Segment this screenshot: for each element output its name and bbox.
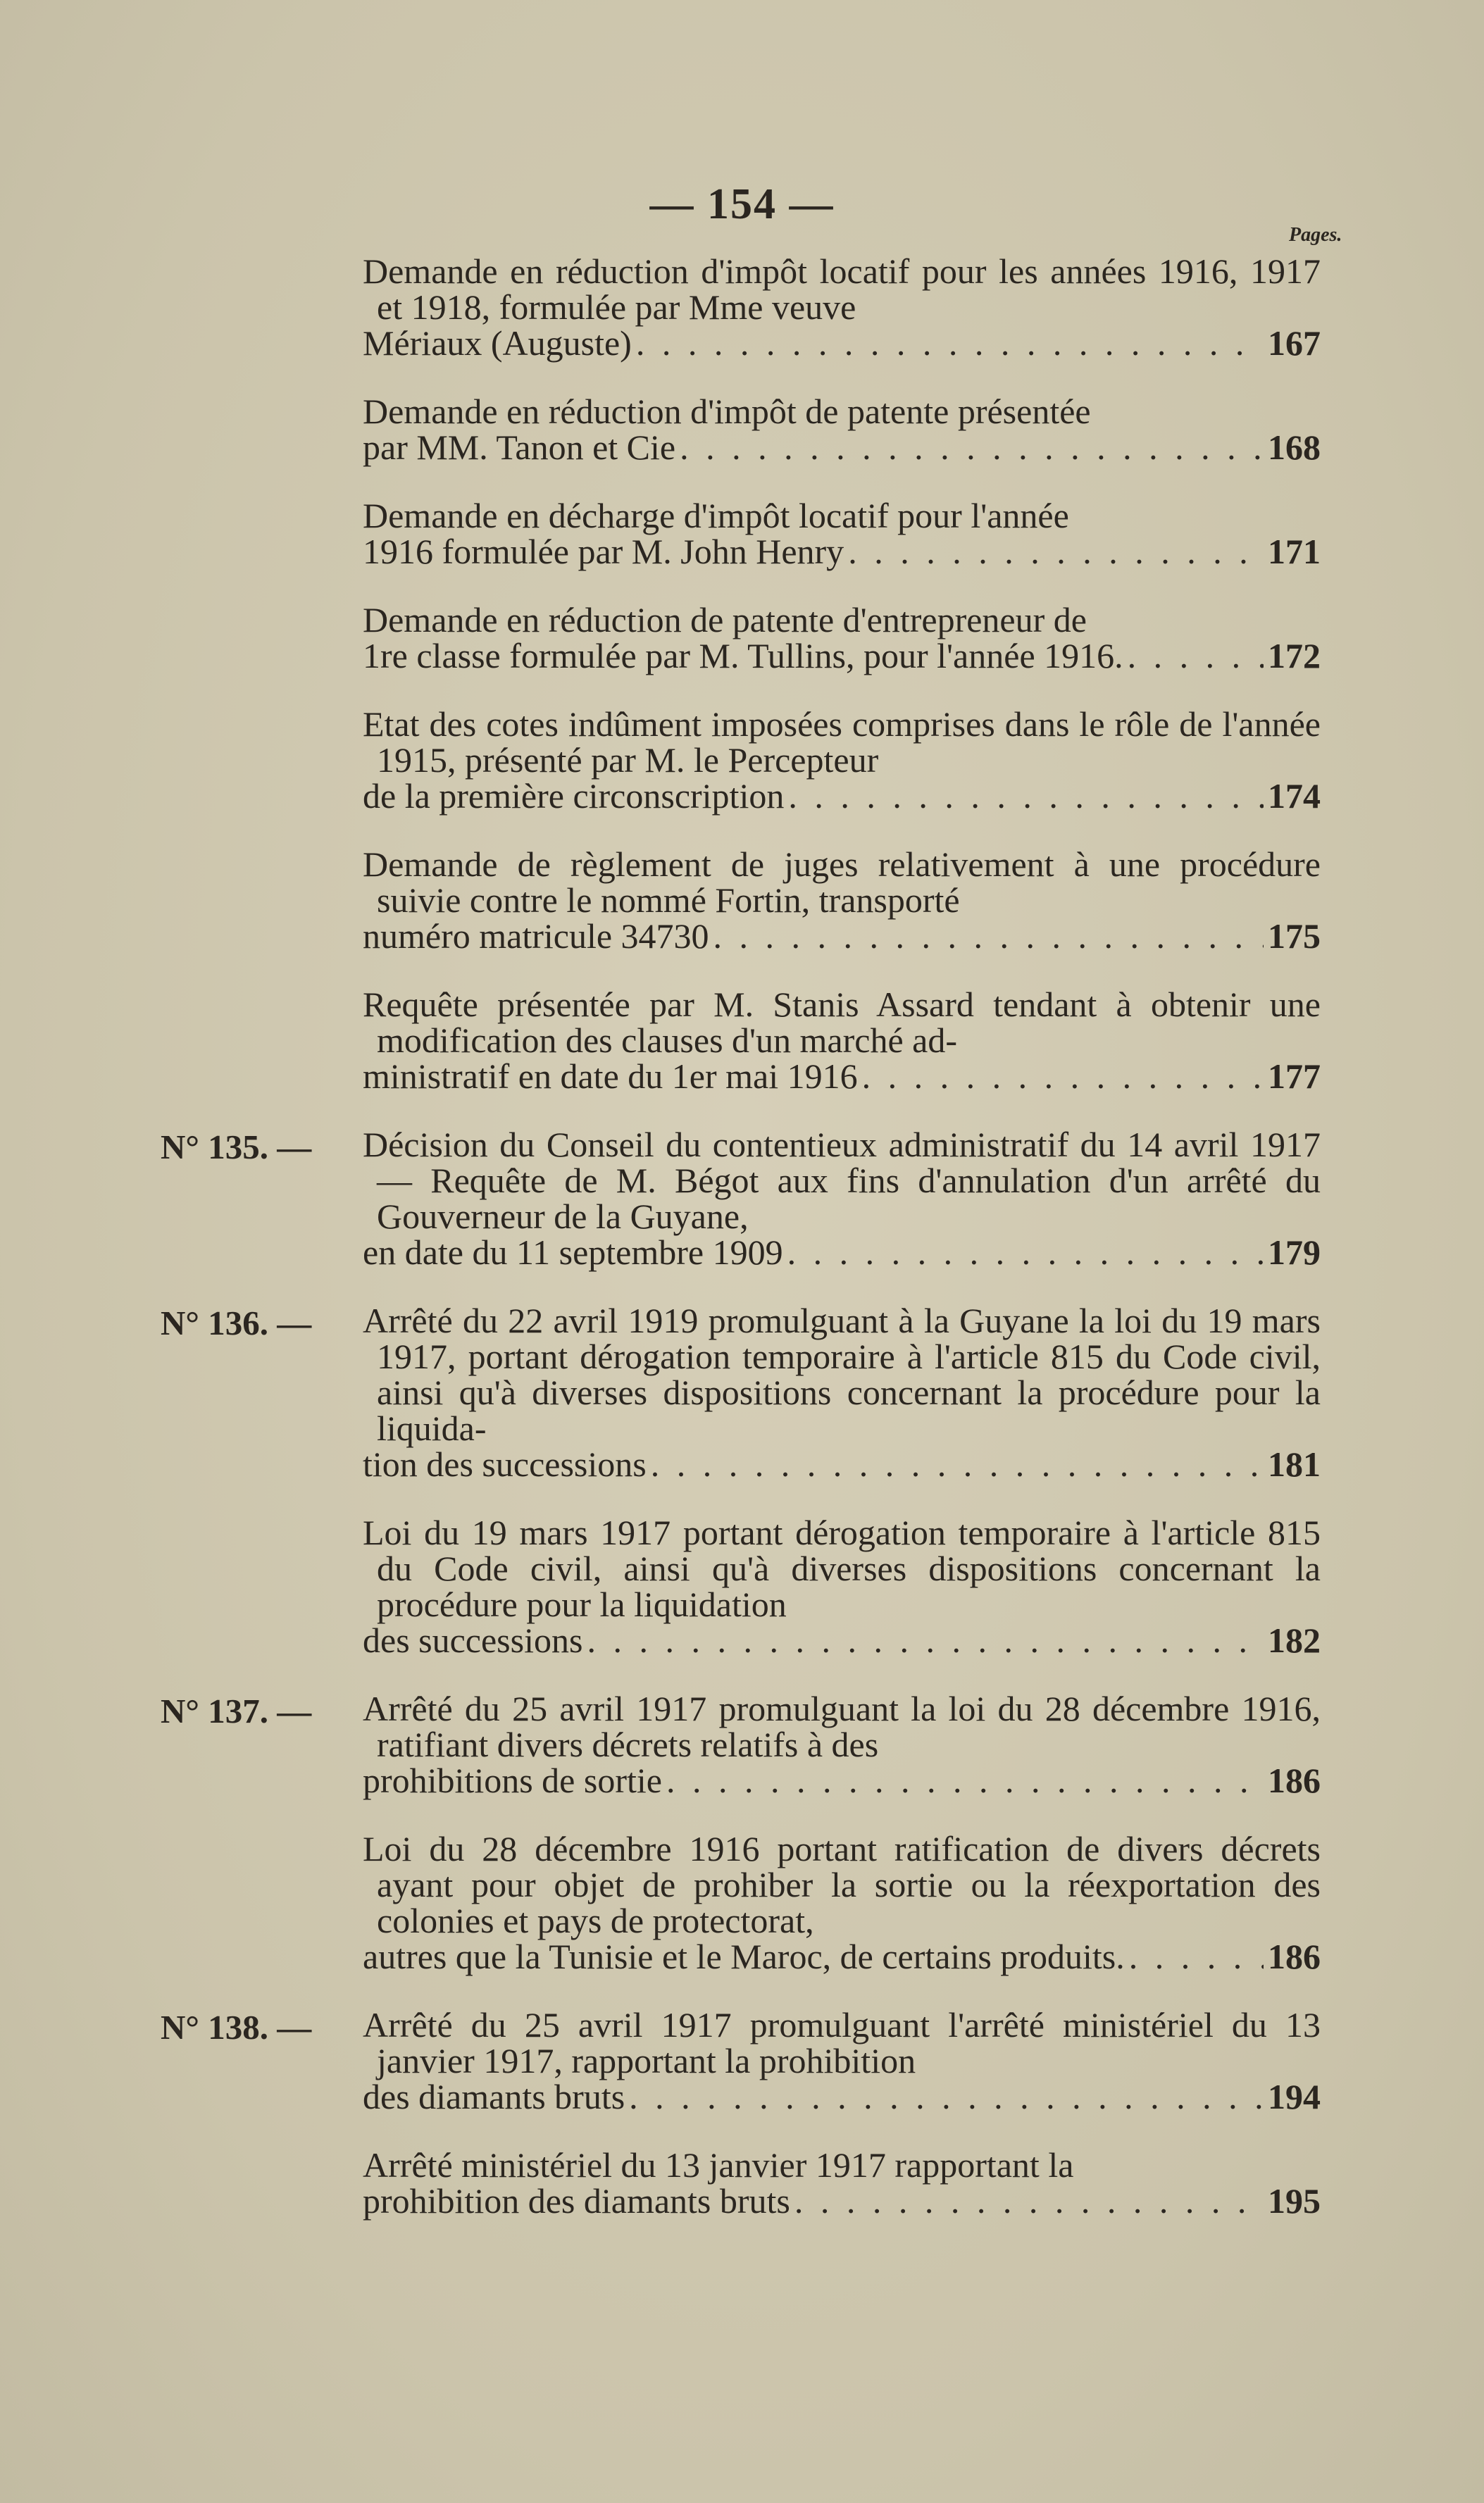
dot-leader bbox=[1129, 1939, 1264, 1975]
entry-text: Demande en réduction d'impôt locatif pour les années 1916, 1917 et 1918, formulée par Mme veuve bbox=[363, 251, 1321, 327]
entry-last-line: tion des successions bbox=[363, 1444, 647, 1484]
entry-text: Arrêté du 25 avril 1917 promulguant la loi du 28 décembre 1916, ratifiant divers décrets relatifs à des bbox=[363, 1689, 1321, 1764]
entry-page: 167 bbox=[1268, 323, 1321, 363]
entry-text: Demande en décharge d'impôt locatif pour l'année bbox=[363, 496, 1069, 535]
entry-text: Loi du 19 mars 1917 portant dérogation temporaire à l'article 815 du Code civil, ainsi qu'à diverses dispositions concernant la procédure pour la liquidation bbox=[363, 1513, 1321, 1624]
dot-leader bbox=[794, 2183, 1264, 2219]
entry-number: N° 137. — bbox=[161, 1692, 312, 1730]
dot-leader bbox=[666, 1763, 1264, 1799]
toc-entry bbox=[0, 706, 1484, 814]
entry-last-line: en date du 11 septembre 1909 bbox=[363, 1232, 783, 1272]
dot-leader bbox=[680, 430, 1264, 466]
toc-entry bbox=[0, 251, 1484, 363]
entry-last-line: 1re classe formulée par M. Tullins, pour l'année 1916. bbox=[363, 636, 1123, 675]
entry-last-line: autres que la Tunisie et le Maroc, de certains produits. bbox=[363, 1937, 1125, 1976]
entry-number: N° 138. — bbox=[161, 2008, 312, 2047]
toc-entry bbox=[0, 2147, 1484, 2219]
entry-page: 171 bbox=[1268, 532, 1321, 571]
pages-column-label: Pages. bbox=[1289, 224, 1342, 246]
entry-page: 195 bbox=[1268, 2181, 1321, 2221]
table-of-contents bbox=[0, 251, 1484, 2252]
entry-text: Demande en réduction d'impôt de patente présentée bbox=[363, 392, 1091, 431]
toc-entry bbox=[0, 2007, 1484, 2115]
toc-entry bbox=[0, 1127, 1484, 1271]
entry-page: 174 bbox=[1268, 776, 1321, 816]
page-number: — 154 — bbox=[649, 180, 835, 228]
entry-last-line: des diamants bruts bbox=[363, 2077, 625, 2116]
dot-leader bbox=[788, 778, 1264, 814]
entry-text: Arrêté ministériel du 13 janvier 1917 rapportant la bbox=[363, 2145, 1074, 2185]
dot-leader bbox=[651, 1447, 1264, 1483]
toc-entry bbox=[0, 987, 1484, 1094]
toc-entry bbox=[0, 394, 1484, 466]
entry-text: Requête présentée par M. Stanis Assard tendant à obtenir une modification des clauses d'un marché ad- bbox=[363, 985, 1321, 1060]
toc-entry bbox=[0, 1691, 1484, 1799]
entry-page: 179 bbox=[1268, 1232, 1321, 1272]
entry-page: 194 bbox=[1268, 2077, 1321, 2116]
entry-text: Demande de règlement de juges relativement à une procédure suivie contre le nommé Fortin, transporté bbox=[363, 844, 1321, 920]
toc-entry bbox=[0, 602, 1484, 674]
entry-text: Etat des cotes indûment imposées comprises dans le rôle de l'année 1915, présenté par M. le Percepteur bbox=[363, 704, 1321, 780]
entry-text: Demande en réduction de patente d'entrepreneur de bbox=[363, 600, 1087, 639]
entry-number: N° 136. — bbox=[161, 1304, 312, 1342]
toc-entry bbox=[0, 1303, 1484, 1483]
entry-text: Arrêté du 25 avril 1917 promulguant l'arrêté ministériel du 13 janvier 1917, rapportant la prohibition bbox=[363, 2005, 1321, 2080]
entry-last-line: ministratif en date du 1er mai 1916 bbox=[363, 1056, 858, 1096]
entry-page: 175 bbox=[1268, 916, 1321, 956]
entry-text: Loi du 28 décembre 1916 portant ratification de divers décrets ayant pour objet de prohiber la sortie ou la réexportation des colonies et pays de protectorat, bbox=[363, 1829, 1321, 1940]
entry-last-line: Mériaux (Auguste) bbox=[363, 323, 632, 363]
entry-last-line: prohibition des diamants bruts bbox=[363, 2181, 790, 2221]
toc-entry bbox=[0, 1831, 1484, 1975]
entry-last-line: par MM. Tanon et Cie bbox=[363, 427, 676, 467]
entry-text: Décision du Conseil du contentieux administratif du 14 avril 1917 — Requête de M. Bégot aux fins d'annulation d'un arrêté du Gouverneur de la Guyane, bbox=[363, 1125, 1321, 1236]
toc-entry bbox=[0, 1515, 1484, 1659]
dot-leader bbox=[713, 918, 1264, 954]
toc-entry bbox=[0, 498, 1484, 570]
entry-text: Arrêté du 22 avril 1919 promulguant à la Guyane la loi du 19 mars 1917, portant dérogation temporaire à l'article 815 du Code civil, ainsi qu'à diverses dispositions concernant la procédure pour la liquida- bbox=[363, 1301, 1321, 1448]
entry-last-line: prohibitions de sortie bbox=[363, 1761, 662, 1800]
entry-page: 186 bbox=[1268, 1761, 1321, 1800]
dot-leader bbox=[848, 534, 1264, 570]
entry-number: N° 135. — bbox=[161, 1128, 312, 1166]
dot-leader bbox=[1128, 638, 1264, 674]
entry-page: 172 bbox=[1268, 636, 1321, 675]
dot-leader bbox=[636, 325, 1264, 361]
entry-last-line: 1916 formulée par M. John Henry bbox=[363, 532, 844, 571]
entry-last-line: numéro matricule 34730 bbox=[363, 916, 709, 956]
entry-page: 186 bbox=[1268, 1937, 1321, 1976]
entry-page: 177 bbox=[1268, 1056, 1321, 1096]
entry-page: 168 bbox=[1268, 427, 1321, 467]
dot-leader bbox=[629, 2079, 1264, 2115]
dot-leader bbox=[587, 1623, 1264, 1659]
entry-last-line: des successions bbox=[363, 1621, 583, 1660]
entry-last-line: de la première circonscription bbox=[363, 776, 785, 816]
entry-page: 182 bbox=[1268, 1621, 1321, 1660]
dot-leader bbox=[862, 1059, 1264, 1094]
toc-entry bbox=[0, 844, 1484, 956]
entry-page: 181 bbox=[1268, 1444, 1321, 1484]
dot-leader bbox=[787, 1235, 1264, 1271]
